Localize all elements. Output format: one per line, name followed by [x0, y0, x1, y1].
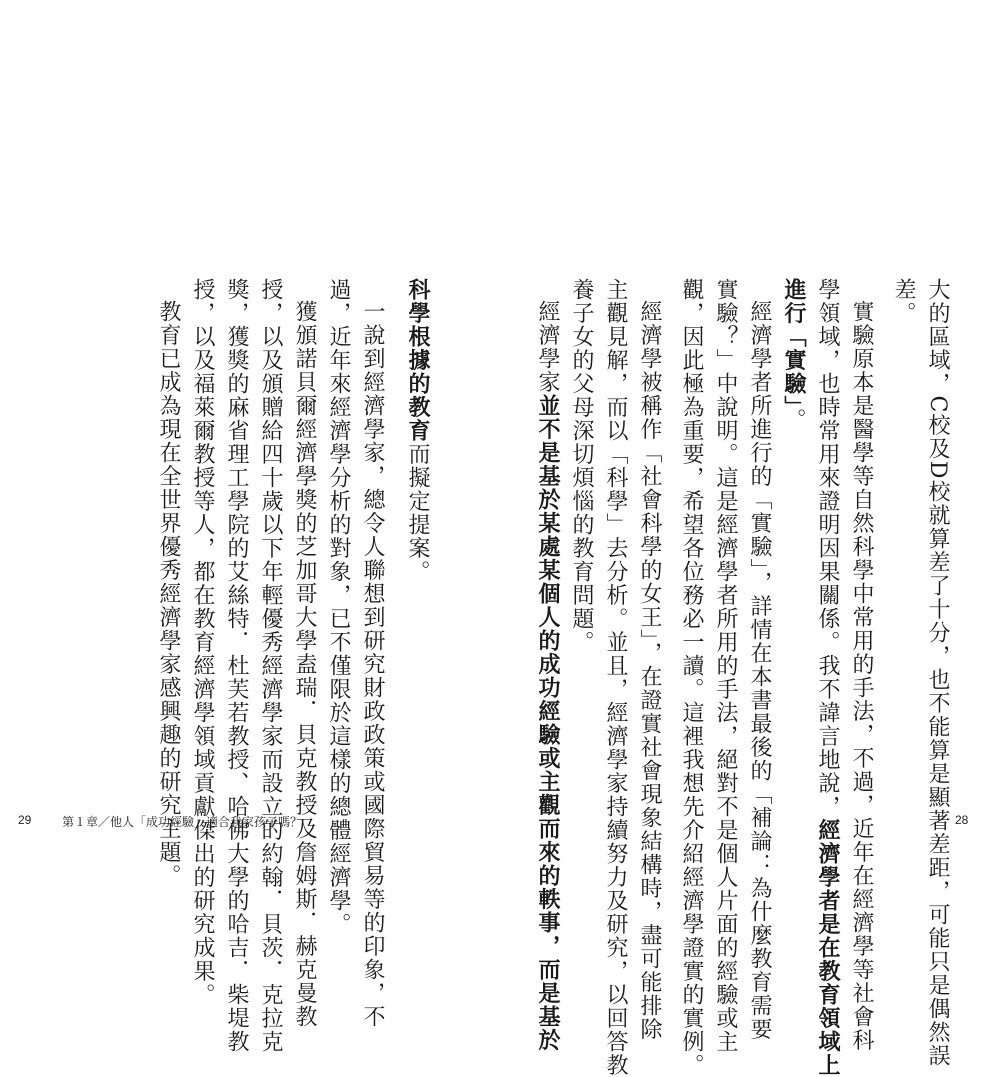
text-segment: 經濟學者所進行的「實驗」，詳情在本書最後的「補論：為什麼教育需要 — [747, 300, 772, 1041]
text-segment: 實驗原本是醫學等自然科學中常用的手法，不過，近年在經濟學等社會科 — [849, 300, 874, 1052]
text-column — [564, 278, 598, 654]
text-column — [674, 278, 708, 1077]
right-page-number: 28 — [955, 813, 968, 827]
text-column — [219, 278, 253, 1054]
text-segment: 獎，獲獎的麻省理工學院的艾絲特．杜芙若教授、哈佛大學的哈吉．柴堤教 — [224, 278, 249, 1054]
text-column — [886, 278, 920, 325]
text-column — [844, 300, 878, 1052]
text-segment: 經濟學家 — [535, 300, 560, 394]
text-column — [151, 300, 185, 888]
text-column — [185, 278, 219, 1007]
text-segment: 過，近年來經濟學分析的對象，已不僅限於這樣的總體經濟學。 — [326, 278, 351, 936]
text-segment: 學領域，也時常用來證明因果關係。我不諱言地說， — [815, 278, 840, 819]
text-column — [742, 300, 776, 1041]
text-column — [530, 300, 564, 1052]
bold-text-segment: 並不是基於某處某個人的成功經驗或主觀而來的軼事，而是基於 — [535, 394, 560, 1052]
text-column — [400, 278, 434, 584]
bold-text-segment: 經濟學者是在教育領域上 — [815, 819, 840, 1077]
text-column — [776, 278, 810, 432]
text-column — [708, 278, 742, 1054]
text-column — [598, 278, 632, 1077]
text-segment: 而擬定提案。 — [405, 443, 430, 584]
text-column — [810, 278, 844, 1077]
text-column — [253, 278, 287, 1054]
bold-text-segment: 進行「實驗」 — [781, 278, 806, 408]
text-segment: 一說到經濟學家，總令人聯想到研究財政政策或國際貿易等的印象，不 — [360, 300, 385, 1029]
text-segment: 。 — [781, 408, 806, 432]
text-segment: 養子女的父母深切煩惱的教育問題。 — [569, 278, 594, 654]
text-segment: 觀，因此極為重要，希望各位務必一讀。這裡我想先介紹經濟學證實的實例。 — [679, 278, 704, 1077]
text-segment: 主觀見解，而以「科學」去分析。並且，經濟學家持續努力及研究，以回答教 — [603, 278, 628, 1077]
text-column — [920, 278, 954, 1067]
left-page-number: 29 — [18, 813, 31, 827]
text-segment: 教育已成為現在全世界優秀經濟學家感興趣的研究主題。 — [156, 300, 181, 888]
text-column — [321, 278, 355, 936]
chapter-running-header: 第１章／他人「成功經驗」適合我家孩子嗎？ — [62, 813, 302, 830]
text-segment: 大的區域，C校及D校就算差了十分，也不能算是顯著差距，可能只是偶然誤 — [925, 278, 950, 1067]
text-segment: 授，以及頒贈給四十歲以下年輕優秀經濟學家而設立的約翰．貝茨．克拉克 — [258, 278, 283, 1054]
text-column — [355, 300, 389, 1029]
text-column — [287, 300, 321, 1029]
text-segment: 差。 — [891, 278, 916, 325]
text-segment: 授，以及福萊爾教授等人，都在教育經濟學領域貢獻傑出的研究成果。 — [190, 278, 215, 1007]
text-column — [632, 300, 666, 1041]
text-segment: 經濟學被稱作「社會科學的女王」，在證實社會現象結構時，盡可能排除 — [637, 300, 662, 1041]
bold-text-segment: 科學根據的教育 — [405, 278, 430, 443]
text-segment: 實驗？」中說明。這是經濟學者所用的手法，絕對不是個人片面的經驗或主 — [713, 278, 738, 1054]
text-segment: 獲頒諾貝爾經濟學獎的芝加哥大學盍瑞．貝克教授及詹姆斯．赫克曼教 — [292, 300, 317, 1029]
